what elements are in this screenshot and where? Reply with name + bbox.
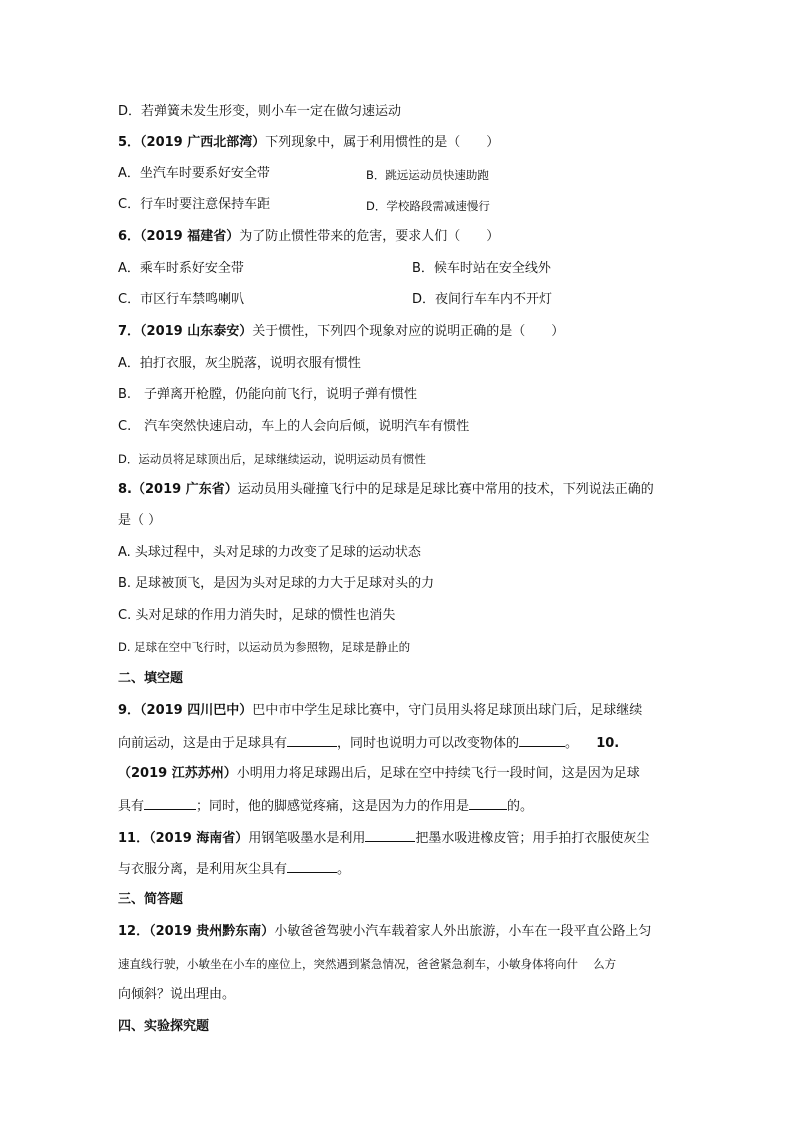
q10-text-b: ；同时，他的脚感觉疼痛，这是因为力的作用是 (196, 799, 470, 814)
answer-blank[interactable] (144, 796, 196, 810)
q12-line-3: 向倾斜？说出理由。 (118, 987, 236, 1002)
question-source: （2019 海南省） (149, 831, 249, 846)
question-12 (118, 923, 651, 941)
question-6 (118, 228, 499, 246)
question-number: 6． (118, 229, 141, 244)
question-source: （2019 贵州黔东南） (149, 924, 275, 939)
answer-blank[interactable] (469, 796, 507, 810)
q7-option-c: C. 汽车突然快速启动，车上的人会向后倾，说明汽车有惯性 (118, 419, 470, 434)
question-text: 用钢笔吸墨水是利用 (248, 831, 366, 846)
q7-option-b: B. 子弹离开枪膛，仍能向前飞行，说明子弹有惯性 (118, 387, 418, 402)
question-5 (118, 134, 499, 152)
question-number: 9． (118, 703, 141, 718)
section-heading-fill-in: 二、填空题 (118, 671, 184, 686)
section-heading-short-answer: 三、简答题 (118, 892, 184, 907)
question-11 (118, 828, 649, 848)
answer-blank[interactable] (287, 859, 337, 873)
q9-text-a: 向前运动，这是由于足球具有 (118, 736, 288, 751)
question-number: 8. (118, 482, 132, 497)
q8-option-c: C. 头对足球的作用力消失时，足球的惯性也消失 (118, 608, 396, 623)
question-source: （2019 福建省） (140, 229, 240, 244)
question-source: （2019 江苏苏州） (118, 766, 237, 781)
q5-option-d: D．学校路段需减速慢行 (366, 199, 490, 213)
q9-text-b: ，同时也说明力可以改变物体的 (337, 736, 520, 751)
question-number: 5． (118, 135, 141, 150)
question-9 (118, 702, 642, 720)
q8-option-d: D. 足球在空中飞行时，以运动员为参照物，足球是静止的 (118, 640, 411, 654)
question-number: 7． (118, 324, 141, 339)
q8-option-b: B. 足球被顶飞，是因为头对足球的力大于足球对头的力 (118, 576, 435, 591)
question-source: （2019 广东省） (131, 482, 238, 497)
question-text: 小敏爸爸驾驶小汽车载着家人外出旅游，小车在一段平直公路上匀 (274, 924, 652, 939)
question-text: 巴中市中学生足球比赛中，守门员用头将足球顶出球门后，足球继续 (252, 703, 643, 718)
question-text: 小明用力将足球踢出后，足球在空中持续飞行一段时间，这是因为足球 (236, 766, 640, 781)
q11-text-a2: 与衣服分离，是利用灰尘具有 (118, 862, 288, 877)
q6-option-d: D．夜间行车车内不开灯 (412, 292, 553, 307)
q10-line-2 (118, 796, 533, 816)
question-source: （2019 四川巴中） (140, 703, 253, 718)
question-text: 关于惯性，下列四个现象对应的说明正确的是（ ） (252, 324, 565, 339)
q11-text-b: 把墨水吸进橡皮管；用手拍打衣服使灰尘 (415, 831, 650, 846)
q5-option-c: C．行车时要注意保持车距 (118, 197, 271, 212)
question-text: 为了防止惯性带来的危害，要求人们（ ） (239, 229, 500, 244)
answer-blank[interactable] (365, 828, 415, 842)
q11-text-b2: 。 (337, 862, 351, 877)
section-heading-experiment: 四、实验探究题 (118, 1019, 210, 1034)
q9-text-c: 。 (565, 736, 579, 751)
q6-option-b: B．候车时站在安全线外 (412, 261, 551, 276)
question-text: 运动员用头碰撞飞行中的足球是足球比赛中常用的技术，下列说法正确的 (237, 482, 654, 497)
answer-blank[interactable] (519, 733, 565, 747)
question-source: （2019 山东泰安） (140, 324, 253, 339)
question-7 (118, 323, 564, 341)
question-text: 下列现象中，属于利用惯性的是（ ） (265, 135, 500, 150)
answer-blank[interactable] (287, 733, 337, 747)
question-number: 11． (118, 831, 150, 846)
q6-option-c: C．市区行车禁鸣喇叭 (118, 292, 245, 307)
question-number: 12． (118, 924, 150, 939)
q11-line-2 (118, 859, 350, 879)
q12-line-2: 速直线行驶，小敏坐在小车的座位上，突然遇到紧急情况，爸爸紧急刹车，小敏身体将向什 么方 (118, 957, 617, 971)
q6-option-a: A．乘车时系好安全带 (118, 261, 244, 276)
q5-option-a: A．坐汽车时要系好安全带 (118, 166, 270, 181)
q5-option-b: B．跳远运动员快速助跑 (366, 168, 489, 182)
q9-line-2 (118, 733, 619, 753)
q8-continuation: 是（ ） (118, 513, 162, 528)
q10-text-a: 具有 (118, 799, 145, 814)
question-8 (118, 481, 654, 499)
q4-option-d: D．若弹簧未发生形变，则小车一定在做匀速运动 (118, 104, 402, 119)
q10-text-c: 的。 (507, 799, 534, 814)
q8-option-a: A. 头球过程中，头对足球的力改变了足球的运动状态 (118, 545, 421, 560)
q7-option-d: D．运动员将足球顶出后，足球继续运动，说明运动员有惯性 (118, 452, 426, 466)
q7-option-a: A．拍打衣服，灰尘脱落，说明衣服有惯性 (118, 356, 361, 371)
question-source: （2019 广西北部湾） (140, 135, 266, 150)
question-10-number: 10. (596, 736, 620, 751)
question-10 (118, 765, 640, 783)
